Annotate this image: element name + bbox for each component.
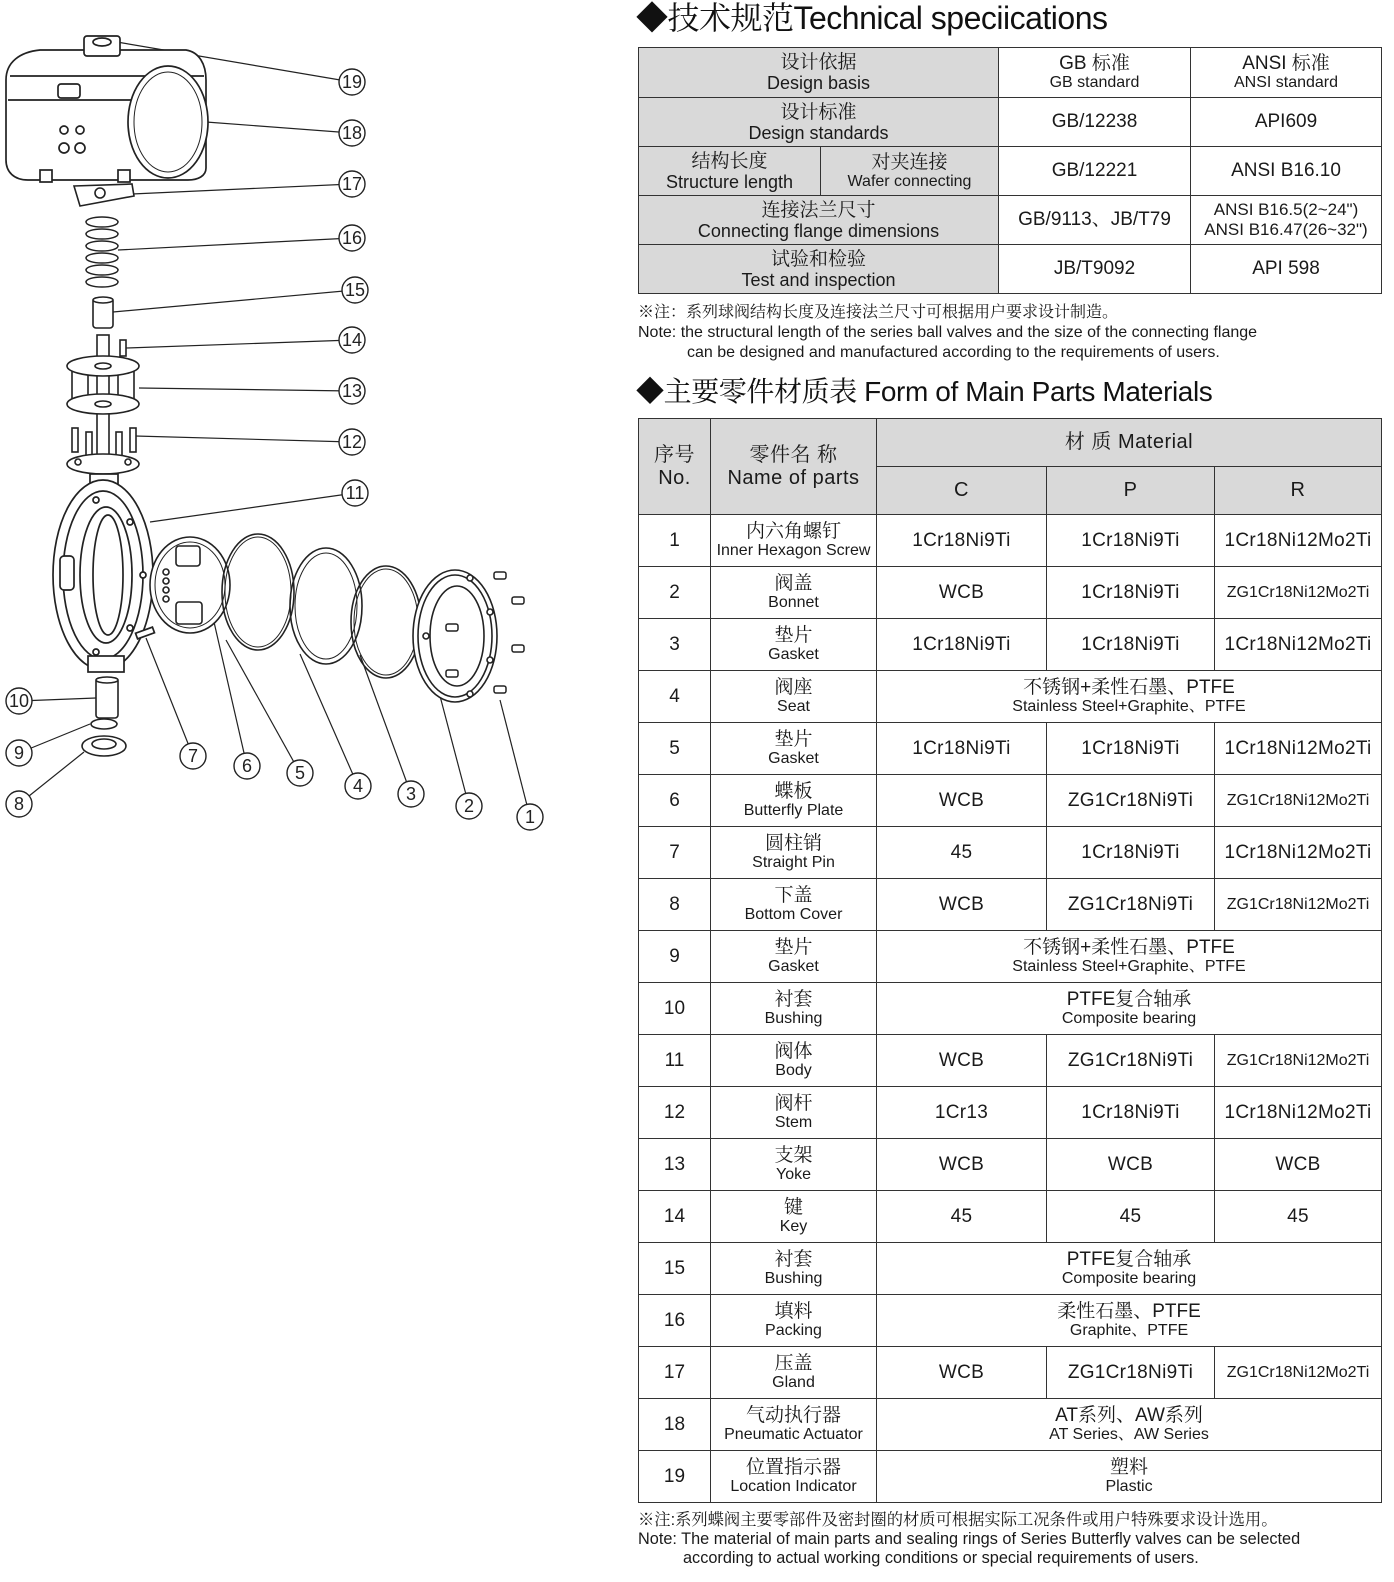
part-name-en: Gland <box>772 1374 815 1391</box>
callout-13: 13 <box>341 381 363 401</box>
part-number: 13 <box>639 1139 711 1191</box>
part-name-cn: 下盖 <box>774 885 813 906</box>
material-merged-cn: PTFE复合轴承 <box>1066 1249 1192 1270</box>
part-name-cn: 压盖 <box>774 1353 813 1374</box>
material-p-value: 1Cr18Ni9Ti <box>1047 827 1215 879</box>
spec-row <box>639 245 1382 294</box>
bottom-parts-drawing <box>82 677 126 756</box>
material-p-value: ZG1Cr18Ni9Ti <box>1047 1035 1215 1087</box>
no-header-cn: 序号 <box>654 443 695 466</box>
spec-label-cn: 结构长度 <box>691 150 768 172</box>
material-row <box>639 1451 1382 1503</box>
materials-table <box>638 418 1382 1503</box>
part-name-cell <box>711 1139 877 1191</box>
ansi-header-cn: ANSI 标准 <box>1242 53 1330 74</box>
part-name-en: Gasket <box>768 750 819 767</box>
material-row <box>639 1191 1382 1243</box>
part-number: 15 <box>639 1243 711 1295</box>
material-r-value: 1Cr18Ni12Mo2Ti <box>1215 1087 1382 1139</box>
part-number: 17 <box>639 1347 711 1399</box>
material-merged-en: Composite bearing <box>1061 1270 1197 1287</box>
material-r-value: 1Cr18Ni12Mo2Ti <box>1215 619 1382 671</box>
material-row <box>639 567 1382 619</box>
bushing-top-drawing <box>93 297 113 328</box>
material-p-value: 1Cr18Ni9Ti <box>1047 515 1215 567</box>
material-merged-cn: 柔性石墨、PTFE <box>1057 1301 1201 1322</box>
part-name-cn: 衬套 <box>774 1249 813 1270</box>
material-merged-en: Stainless Steel+Graphite、PTFE <box>1012 698 1246 715</box>
part-name-cell <box>711 671 877 723</box>
spec-label-en: Connecting flange dimensions <box>697 220 940 241</box>
material-merged-cell <box>877 1295 1382 1347</box>
material-group-header: 材 质 Material <box>877 419 1382 467</box>
material-merged-cell <box>877 1399 1382 1451</box>
part-name-cell <box>711 1451 877 1503</box>
material-row <box>639 1347 1382 1399</box>
material-c-value: 45 <box>877 1191 1047 1243</box>
material-row <box>639 1035 1382 1087</box>
material-r-value: ZG1Cr18Ni12Mo2Ti <box>1215 775 1382 827</box>
pneumatic-actuator-drawing <box>6 36 208 182</box>
spec-ansi-value-line1: ANSI B16.5(2~24") <box>1213 200 1359 219</box>
part-number: 7 <box>639 827 711 879</box>
material-r-header: R <box>1215 467 1382 515</box>
material-merged-cn: PTFE复合轴承 <box>1066 989 1192 1010</box>
part-name-cell <box>711 775 877 827</box>
part-number: 11 <box>639 1035 711 1087</box>
gb-header-cn: GB 标准 <box>1059 53 1130 74</box>
material-row <box>639 931 1382 983</box>
exploded-valve-diagram <box>0 0 600 850</box>
part-number: 9 <box>639 931 711 983</box>
part-name-cn: 内六角螺钉 <box>745 521 841 542</box>
spec-ansi-value: API609 <box>1191 98 1382 147</box>
part-name-en: Yoke <box>776 1166 811 1183</box>
material-r-value: WCB <box>1215 1139 1382 1191</box>
material-c-value: 1Cr18Ni9Ti <box>877 619 1047 671</box>
part-number: 6 <box>639 775 711 827</box>
part-name-cn: 位置指示器 <box>745 1457 841 1478</box>
callout-15: 15 <box>344 280 366 300</box>
material-r-value: ZG1Cr18Ni12Mo2Ti <box>1215 879 1382 931</box>
part-name-cell <box>711 1295 877 1347</box>
callout-18: 18 <box>341 123 363 143</box>
materials-note-cn: ※注:系列蝶阀主要零部件及密封圈的材质可根据实际工况条件或用户特殊要求设计选用。 <box>638 1511 1278 1529</box>
part-name-en: Gasket <box>768 646 819 663</box>
material-merged-en: Stainless Steel+Graphite、PTFE <box>1012 958 1246 975</box>
material-p-header: P <box>1047 467 1215 515</box>
name-column-header <box>711 419 877 515</box>
material-c-value: WCB <box>877 1035 1047 1087</box>
callout-9: 9 <box>13 743 25 763</box>
material-row <box>639 1399 1382 1451</box>
part-number: 16 <box>639 1295 711 1347</box>
callout-16: 16 <box>341 228 363 248</box>
spec-label-en: Design standards <box>748 122 889 143</box>
ansi-standard-header <box>1191 48 1382 98</box>
callout-14: 14 <box>341 330 363 350</box>
part-number: 3 <box>639 619 711 671</box>
part-name-cn: 填料 <box>774 1301 813 1322</box>
part-name-cell <box>711 1191 877 1243</box>
part-name-en: Seat <box>777 698 810 715</box>
spec-row <box>639 98 1382 147</box>
part-name-cell <box>711 1035 877 1087</box>
material-c-value: 1Cr18Ni9Ti <box>877 515 1047 567</box>
materials-section-title: ◆主要零件材质表 Form of Main Parts Materials <box>636 376 1213 407</box>
material-row <box>639 619 1382 671</box>
spec-note <box>638 303 1257 363</box>
no-header-en: No. <box>658 466 691 489</box>
part-name-cell <box>711 567 877 619</box>
spec-label-en: Structure length <box>665 171 794 192</box>
spec-label-cell <box>639 147 821 196</box>
callout-6: 6 <box>241 756 253 776</box>
part-number: 5 <box>639 723 711 775</box>
part-name-cell <box>711 931 877 983</box>
spec-label-cn: 设计依据 <box>780 52 857 73</box>
ansi-header-en: ANSI standard <box>1233 74 1339 91</box>
callout-19: 19 <box>341 72 363 92</box>
part-name-en: Inner Hexagon Screw <box>716 542 871 559</box>
spec-label-cn: 设计标准 <box>780 101 857 123</box>
part-name-cell <box>711 1347 877 1399</box>
callout-10: 10 <box>8 691 30 711</box>
part-number: 19 <box>639 1451 711 1503</box>
spec-row <box>639 147 1382 196</box>
spec-label-cn: 试验和检验 <box>770 248 866 270</box>
callout-3: 3 <box>405 784 417 804</box>
material-merged-en: Composite bearing <box>1061 1010 1197 1027</box>
part-name-en: Location Indicator <box>730 1478 857 1495</box>
part-name-cn: 气动执行器 <box>745 1405 841 1426</box>
part-name-cn: 阀盖 <box>774 573 813 594</box>
part-name-en: Butterfly Plate <box>743 802 844 819</box>
part-name-en: Key <box>779 1218 808 1235</box>
materials-note <box>638 1511 1300 1568</box>
part-name-cn: 垫片 <box>774 625 813 646</box>
name-header-en: Name of parts <box>727 466 860 489</box>
material-p-value: 1Cr18Ni9Ti <box>1047 1087 1215 1139</box>
name-header-cn: 零件名 称 <box>749 443 838 466</box>
no-column-header <box>639 419 711 515</box>
spec-ansi-value-line2: ANSI B16.47(26~32") <box>1204 220 1368 239</box>
part-name-en: Bonnet <box>768 594 819 611</box>
callout-12: 12 <box>341 432 363 452</box>
part-name-en: Pneumatic Actuator <box>724 1426 863 1443</box>
material-p-value: 1Cr18Ni9Ti <box>1047 567 1215 619</box>
material-r-value: ZG1Cr18Ni12Mo2Ti <box>1215 1035 1382 1087</box>
material-c-value: 1Cr18Ni9Ti <box>877 723 1047 775</box>
material-merged-cn: 塑料 <box>1110 1457 1149 1478</box>
material-c-value: 1Cr13 <box>877 1087 1047 1139</box>
material-merged-cell <box>877 1451 1382 1503</box>
material-row <box>639 1087 1382 1139</box>
part-name-en: Straight Pin <box>752 854 835 871</box>
material-c-value: WCB <box>877 1139 1047 1191</box>
materials-note-en-line2: according to actual working conditions or special requirements of users. <box>683 1549 1199 1567</box>
spec-sublabel-cn: 对夹连接 <box>871 151 948 173</box>
part-number: 1 <box>639 515 711 567</box>
bonnet-drawing <box>413 570 497 702</box>
material-merged-cell <box>877 1243 1382 1295</box>
part-number: 4 <box>639 671 711 723</box>
spec-row <box>639 196 1382 245</box>
gb-header-en: GB standard <box>1049 74 1140 91</box>
spec-label-cell <box>639 98 999 147</box>
material-c-value: WCB <box>877 567 1047 619</box>
spec-section-title: ◆技术规范Technical speciications <box>636 0 1108 36</box>
material-row <box>639 723 1382 775</box>
material-r-value: 1Cr18Ni12Mo2Ti <box>1215 723 1382 775</box>
part-name-en: Packing <box>765 1322 822 1339</box>
spec-ansi-value <box>1191 196 1382 245</box>
part-name-cell <box>711 1087 877 1139</box>
callout-1: 1 <box>524 807 536 827</box>
part-number: 2 <box>639 567 711 619</box>
part-name-en: Body <box>775 1062 812 1079</box>
spec-gb-value: GB/12221 <box>999 147 1191 196</box>
spec-sublabel-en: Wafer connecting <box>847 172 972 190</box>
part-name-cell <box>711 723 877 775</box>
part-name-cn: 阀座 <box>774 677 813 698</box>
part-number: 10 <box>639 983 711 1035</box>
material-row <box>639 775 1382 827</box>
part-name-cell <box>711 619 877 671</box>
part-name-cell <box>711 1399 877 1451</box>
callout-11: 11 <box>345 483 365 503</box>
gasket-seat-drawing <box>222 534 421 678</box>
material-merged-cell <box>877 931 1382 983</box>
part-number: 8 <box>639 879 711 931</box>
material-r-value: 1Cr18Ni12Mo2Ti <box>1215 515 1382 567</box>
spec-label-cell <box>639 48 999 98</box>
part-name-cell <box>711 983 877 1035</box>
part-name-cell <box>711 1243 877 1295</box>
spec-label-en: Design basis <box>766 73 871 93</box>
material-row <box>639 983 1382 1035</box>
callout-7: 7 <box>187 746 199 766</box>
packing-rings-drawing <box>86 217 118 287</box>
material-merged-en: Graphite、PTFE <box>1069 1322 1189 1339</box>
material-merged-cell <box>877 671 1382 723</box>
spec-gb-value: GB/9113、JB/T79 <box>999 196 1191 245</box>
spec-note-en-line1: Note: the structural length of the series ball valves and the size of the connecting flange <box>638 324 1258 341</box>
callout-5: 5 <box>294 763 306 783</box>
part-name-cn: 衬套 <box>774 989 813 1010</box>
material-p-value: 1Cr18Ni9Ti <box>1047 723 1215 775</box>
material-c-value: WCB <box>877 879 1047 931</box>
part-name-cn: 蝶板 <box>774 781 813 802</box>
callout-2: 2 <box>463 796 475 816</box>
materials-table-body <box>639 515 1382 1503</box>
spec-note-cn: ※注：系列球阀结构长度及连接法兰尺寸可根据用户要求设计制造。 <box>638 304 1119 321</box>
part-name-en: Gasket <box>768 958 819 975</box>
part-name-cell <box>711 827 877 879</box>
material-c-value: WCB <box>877 1347 1047 1399</box>
material-merged-en: Plastic <box>1105 1478 1153 1495</box>
material-c-value: WCB <box>877 775 1047 827</box>
material-p-value: ZG1Cr18Ni9Ti <box>1047 879 1215 931</box>
material-row <box>639 879 1382 931</box>
part-name-cn: 阀体 <box>774 1041 813 1062</box>
material-merged-cn: AT系列、AW系列 <box>1055 1405 1203 1426</box>
material-merged-cn: 不锈钢+柔性石墨、PTFE <box>1023 677 1235 698</box>
material-row <box>639 1243 1382 1295</box>
part-number: 12 <box>639 1087 711 1139</box>
material-row <box>639 1139 1382 1191</box>
material-p-value: ZG1Cr18Ni9Ti <box>1047 1347 1215 1399</box>
callout-8: 8 <box>13 794 25 814</box>
part-name-cn: 垫片 <box>774 729 813 750</box>
material-r-value: ZG1Cr18Ni12Mo2Ti <box>1215 1347 1382 1399</box>
part-name-en: Stem <box>774 1114 813 1131</box>
materials-header-row <box>639 419 1382 467</box>
callout-4: 4 <box>352 776 364 796</box>
part-name-en: Bushing <box>764 1010 823 1027</box>
spec-ansi-value: ANSI B16.10 <box>1191 147 1382 196</box>
spec-label-cell <box>639 196 999 245</box>
spec-header-row <box>639 48 1382 98</box>
material-row <box>639 827 1382 879</box>
spec-table <box>638 47 1382 294</box>
spec-sublabel-cell <box>821 147 999 196</box>
spec-gb-value: JB/T9092 <box>999 245 1191 294</box>
part-name-en: Bushing <box>764 1270 823 1287</box>
material-merged-cell <box>877 983 1382 1035</box>
material-row <box>639 1295 1382 1347</box>
part-name-cn: 键 <box>783 1197 803 1218</box>
part-number: 18 <box>639 1399 711 1451</box>
part-name-cn: 阀杆 <box>774 1093 813 1114</box>
material-merged-cn: 不锈钢+柔性石墨、PTFE <box>1023 937 1235 958</box>
material-p-value: 1Cr18Ni9Ti <box>1047 619 1215 671</box>
part-name-cell <box>711 879 877 931</box>
part-name-cn: 垫片 <box>774 937 813 958</box>
material-p-value: WCB <box>1047 1139 1215 1191</box>
part-name-cn: 支架 <box>774 1145 813 1166</box>
material-c-header: C <box>877 467 1047 515</box>
material-row <box>639 515 1382 567</box>
yoke-stem-drawing <box>67 335 139 474</box>
material-p-value: ZG1Cr18Ni9Ti <box>1047 775 1215 827</box>
spec-ansi-value: API 598 <box>1191 245 1382 294</box>
part-name-cell <box>711 515 877 567</box>
gland-drawing <box>74 184 134 206</box>
spec-label-cn: 连接法兰尺寸 <box>761 199 876 221</box>
material-p-value: 45 <box>1047 1191 1215 1243</box>
valve-body-drawing <box>53 474 154 672</box>
material-r-value: 45 <box>1215 1191 1382 1243</box>
part-number: 14 <box>639 1191 711 1243</box>
material-row <box>639 671 1382 723</box>
material-r-value: 1Cr18Ni12Mo2Ti <box>1215 827 1382 879</box>
callout-17: 17 <box>341 174 363 194</box>
material-merged-en: AT Series、AW Series <box>1049 1426 1209 1443</box>
gb-standard-header <box>999 48 1191 98</box>
spec-label-cell <box>639 245 999 294</box>
spec-label-en: Test and inspection <box>741 269 896 290</box>
spec-gb-value: GB/12238 <box>999 98 1191 147</box>
materials-note-en-line1: Note: The material of main parts and sealing rings of Series Butterfly valves can be selected <box>638 1530 1301 1548</box>
spec-note-en-line2: can be designed and manufactured according to the requirements of users. <box>687 344 1220 361</box>
part-name-en: Bottom Cover <box>744 906 843 923</box>
part-name-cn: 圆柱销 <box>764 833 822 854</box>
material-c-value: 45 <box>877 827 1047 879</box>
material-r-value: ZG1Cr18Ni12Mo2Ti <box>1215 567 1382 619</box>
butterfly-plate-drawing <box>150 537 230 633</box>
